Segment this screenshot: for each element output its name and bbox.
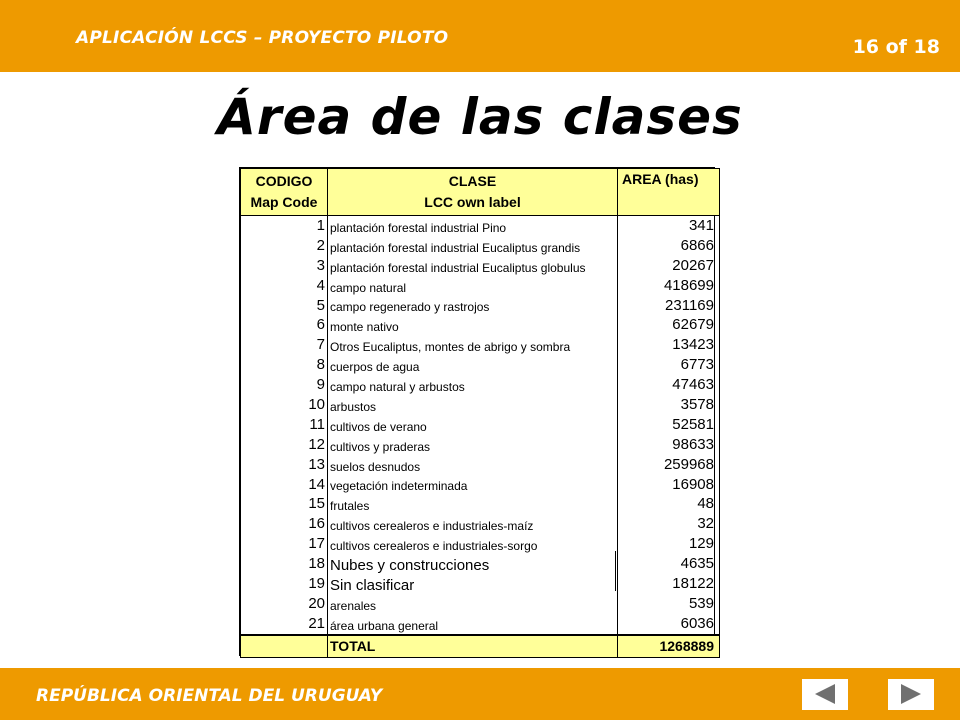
row-code: 3: [241, 256, 328, 276]
row-area: 18122: [618, 574, 720, 594]
table-row: [241, 335, 720, 355]
header-code: [241, 169, 328, 216]
row-code: 12: [241, 435, 328, 455]
table-row: [241, 534, 720, 554]
header-code-line1: CODIGO: [255, 173, 313, 189]
table-row: [241, 455, 720, 475]
row-code: 7: [241, 335, 328, 355]
header-class: [328, 169, 618, 216]
table-row: [241, 355, 720, 375]
total-label: TOTAL: [328, 635, 618, 658]
row-code: 6: [241, 315, 328, 335]
table-row: [241, 435, 720, 455]
row-code: 10: [241, 395, 328, 415]
row-area: 129: [618, 534, 720, 554]
row-label: Nubes y construcciones: [328, 554, 618, 574]
header-class-line1: CLASE: [448, 173, 497, 189]
row-code: 21: [241, 614, 328, 635]
row-label: cultivos cerealeros e industriales-maíz: [328, 514, 618, 534]
row-label: campo natural y arbustos: [328, 375, 618, 395]
row-area: 6773: [618, 355, 720, 375]
area-table: [240, 168, 720, 658]
row-label: área urbana general: [328, 614, 618, 635]
row-code: 4: [241, 276, 328, 296]
row-code: 8: [241, 355, 328, 375]
row-label: plantación forestal industrial Eucaliptus grandis: [328, 236, 618, 256]
row-label: cultivos y praderas: [328, 435, 618, 455]
row-code: 9: [241, 375, 328, 395]
total-value: 1268889: [618, 635, 720, 658]
row-label: arbustos: [328, 395, 618, 415]
table-row: [241, 554, 720, 574]
table-header-row: [241, 169, 720, 216]
row-code: 5: [241, 296, 328, 316]
row-label: vegetación indeterminada: [328, 475, 618, 495]
table-row: [241, 514, 720, 534]
row-label: Sin clasificar: [328, 574, 618, 594]
row-code: 13: [241, 455, 328, 475]
row-code: 14: [241, 475, 328, 495]
row-area: 4635: [618, 554, 720, 574]
presentation-title: APLICACIÓN LCCS – PROYECTO PILOTO: [76, 28, 449, 48]
class-area-table: [239, 167, 715, 656]
footer-title: REPÚBLICA ORIENTAL DEL URUGUAY: [36, 686, 383, 706]
row-area: 47463: [618, 375, 720, 395]
row-code: 1: [241, 216, 328, 236]
row-label: campo regenerado y rastrojos: [328, 296, 618, 316]
page-title: Área de las clases: [217, 88, 743, 146]
next-slide-button[interactable]: [888, 679, 934, 710]
header-bar: [0, 0, 960, 72]
row-label: Otros Eucaliptus, montes de abrigo y sombra: [328, 335, 618, 355]
row-area: 231169: [618, 296, 720, 316]
row-label: plantación forestal industrial Pino: [328, 216, 618, 236]
previous-slide-button[interactable]: [802, 679, 848, 710]
row-area: 98633: [618, 435, 720, 455]
row-area: 6036: [618, 614, 720, 635]
header-class-line2: LCC own label: [424, 194, 521, 210]
row-label: arenales: [328, 594, 618, 614]
table-row: [241, 415, 720, 435]
table-row: [241, 494, 720, 514]
row-area: 418699: [618, 276, 720, 296]
row-code: 15: [241, 494, 328, 514]
row-area: 259968: [618, 455, 720, 475]
row-code: 2: [241, 236, 328, 256]
table-body: [241, 216, 720, 635]
header-code-line2: Map Code: [250, 194, 318, 210]
table-row: [241, 475, 720, 495]
row-area: 52581: [618, 415, 720, 435]
row-label: cuerpos de agua: [328, 355, 618, 375]
header-area: [618, 169, 720, 216]
row-area: 32: [618, 514, 720, 534]
row-code: 18: [241, 554, 328, 574]
table-row: [241, 594, 720, 614]
header-area-label: AREA (has): [622, 171, 699, 187]
table-row: [241, 296, 720, 316]
row-code: 11: [241, 415, 328, 435]
row-area: 16908: [618, 475, 720, 495]
table-row: [241, 236, 720, 256]
table-row: [241, 375, 720, 395]
triangle-right-icon: [901, 684, 921, 704]
footer-bar: [0, 668, 960, 720]
row-area: 20267: [618, 256, 720, 276]
row-label: suelos desnudos: [328, 455, 618, 475]
table-row: [241, 574, 720, 594]
row-area: 341: [618, 216, 720, 236]
row-area: 539: [618, 594, 720, 614]
row-code: 16: [241, 514, 328, 534]
row-code: 17: [241, 534, 328, 554]
row-area: 6866: [618, 236, 720, 256]
row-label: cultivos de verano: [328, 415, 618, 435]
row-label: campo natural: [328, 276, 618, 296]
row-area: 13423: [618, 335, 720, 355]
total-row: [241, 635, 720, 658]
table-row: [241, 216, 720, 236]
table-row: [241, 395, 720, 415]
row-label: plantación forestal industrial Eucaliptus globulus: [328, 256, 618, 276]
table-row: [241, 614, 720, 635]
row-code: 20: [241, 594, 328, 614]
table-row: [241, 256, 720, 276]
row-label: cultivos cerealeros e industriales-sorgo: [328, 534, 618, 554]
row-area: 62679: [618, 315, 720, 335]
triangle-left-icon: [815, 684, 835, 704]
row-label: frutales: [328, 494, 618, 514]
row-area: 3578: [618, 395, 720, 415]
row-label: monte nativo: [328, 315, 618, 335]
table-row: [241, 276, 720, 296]
table-row: [241, 315, 720, 335]
total-empty-cell: [241, 635, 328, 658]
page-counter: 16 of 18: [852, 36, 940, 58]
row-code: 19: [241, 574, 328, 594]
table-vertical-mark: [615, 551, 616, 591]
row-area: 48: [618, 494, 720, 514]
